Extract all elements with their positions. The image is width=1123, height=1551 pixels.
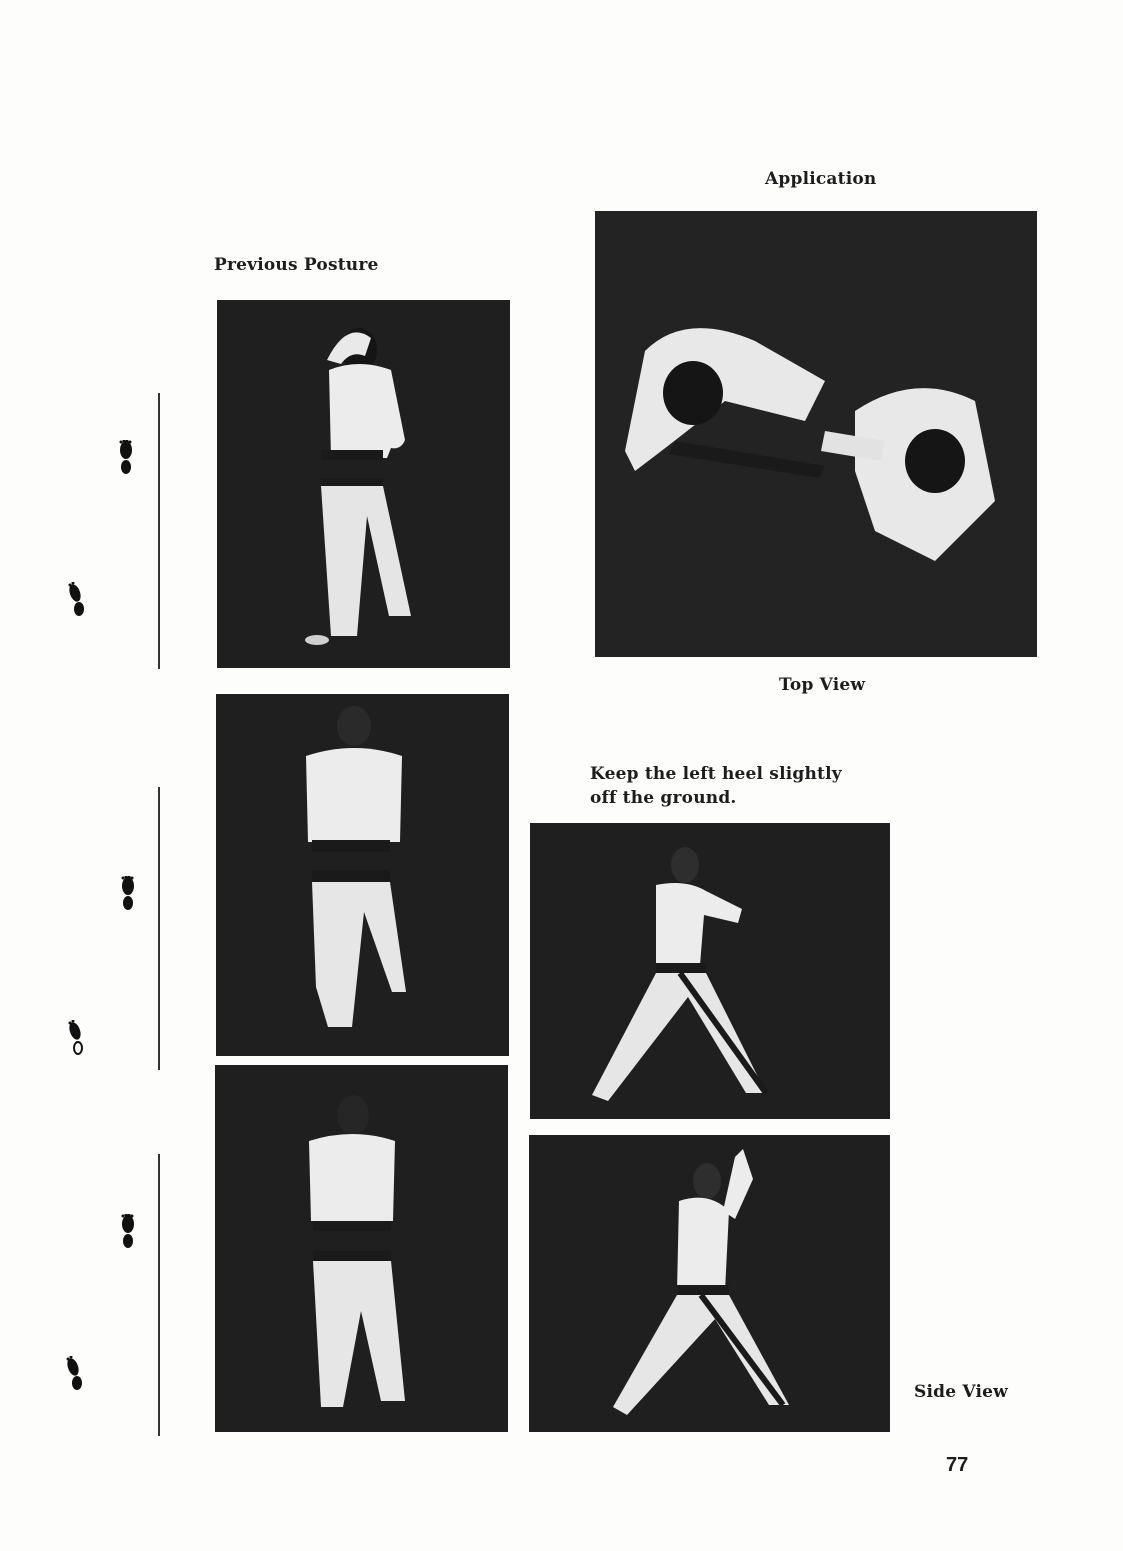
- top-view-caption: Top View: [779, 675, 866, 695]
- heel-note-line2: off the ground.: [590, 788, 737, 808]
- photo-back-view-3: [215, 1065, 508, 1432]
- right-foot-icon: [116, 440, 136, 476]
- step-divider-1: [158, 393, 160, 669]
- left-foot-icon: [66, 582, 86, 618]
- heel-note-line1: Keep the left heel slightly: [590, 764, 842, 784]
- page-number: 77: [946, 1454, 969, 1476]
- step-divider-3: [158, 1154, 160, 1436]
- photo-back-view-1: [217, 300, 510, 668]
- photo-side-view-2: [529, 1135, 890, 1432]
- right-foot-icon: [118, 1214, 138, 1250]
- photo-application-top-view: [595, 211, 1037, 657]
- right-foot-icon: [118, 876, 138, 912]
- application-caption: Application: [765, 169, 877, 189]
- side-view-caption: Side View: [914, 1382, 1008, 1402]
- left-foot-raised-heel-icon: [66, 1020, 86, 1056]
- previous-posture-caption: Previous Posture: [214, 255, 379, 275]
- photo-side-view-1: [530, 823, 890, 1119]
- left-foot-icon: [64, 1356, 84, 1392]
- photo-back-view-2: [216, 694, 509, 1056]
- step-divider-2: [158, 787, 160, 1070]
